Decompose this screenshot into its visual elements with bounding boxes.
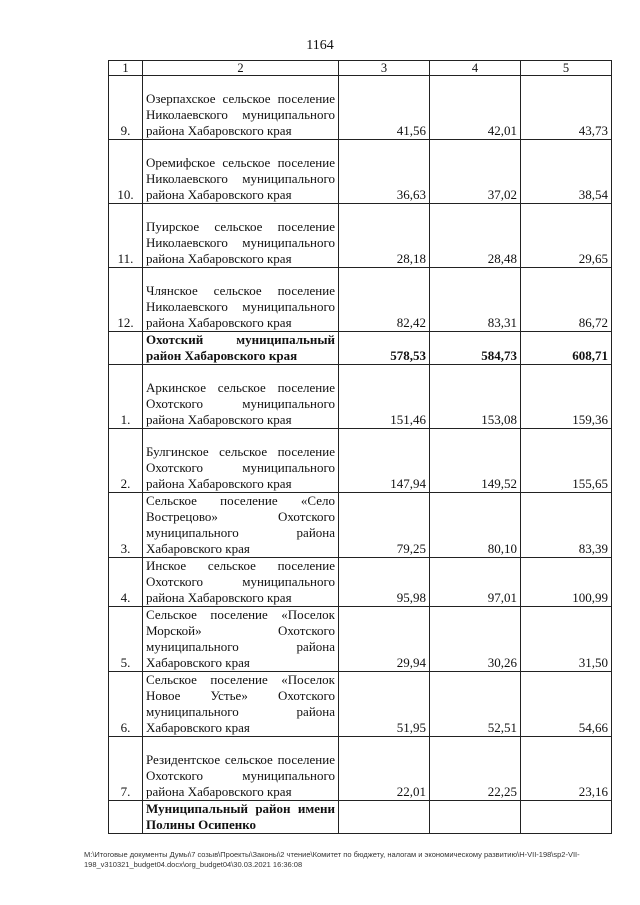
value-col4: 83,31 <box>430 268 521 332</box>
table-row <box>109 558 612 607</box>
value-col5: 159,36 <box>521 365 612 429</box>
table-row-district <box>109 801 612 834</box>
budget-table <box>108 60 612 834</box>
value-col5: 155,65 <box>521 429 612 493</box>
value-col4: 584,73 <box>430 332 521 365</box>
table-row <box>109 737 612 801</box>
value-col4: 149,52 <box>430 429 521 493</box>
value-col3: 151,46 <box>339 365 430 429</box>
value-col4: 97,01 <box>430 558 521 607</box>
table-row <box>109 268 612 332</box>
table-row <box>109 140 612 204</box>
column-header: 2 <box>143 61 339 76</box>
table-row <box>109 429 612 493</box>
settlement-name: Озерпахское сельское поселение Николаевского муниципального района Хабаровского края <box>143 76 339 140</box>
value-col5: 54,66 <box>521 672 612 737</box>
value-col5: 38,54 <box>521 140 612 204</box>
value-col4: 80,10 <box>430 493 521 558</box>
value-col5: 83,39 <box>521 493 612 558</box>
value-col5: 608,71 <box>521 332 612 365</box>
value-col4 <box>430 801 521 834</box>
value-col3 <box>339 801 430 834</box>
row-number: 12. <box>109 268 143 332</box>
settlement-name: Аркинское сельское поселение Охотского муниципального района Хабаровского края <box>143 365 339 429</box>
value-col4: 22,25 <box>430 737 521 801</box>
value-col4: 30,26 <box>430 607 521 672</box>
row-number: 6. <box>109 672 143 737</box>
column-header: 5 <box>521 61 612 76</box>
row-number: 2. <box>109 429 143 493</box>
settlement-name: Сельское поселение «Поселок Морской» Охотского муниципального района Хабаровского края <box>143 607 339 672</box>
value-col5: 100,99 <box>521 558 612 607</box>
row-number: 5. <box>109 607 143 672</box>
settlement-name: Сельское поселение «Село Вострецово» Охотского муниципального района Хабаровского края <box>143 493 339 558</box>
value-col5: 43,73 <box>521 76 612 140</box>
value-col3: 147,94 <box>339 429 430 493</box>
settlement-name: Инское сельское поселение Охотского муниципального района Хабаровского края <box>143 558 339 607</box>
settlement-name: Муниципальный район имени Полины Осипенко <box>143 801 339 834</box>
value-col4: 28,48 <box>430 204 521 268</box>
value-col3: 22,01 <box>339 737 430 801</box>
value-col4: 52,51 <box>430 672 521 737</box>
row-number <box>109 332 143 365</box>
table-row <box>109 493 612 558</box>
value-col3: 51,95 <box>339 672 430 737</box>
document-file-path: M:\Итоговые документы Думы\7 созыв\Проекты\Законы\2 чтение\Комитет по бюджету, налогам и экономическому развитию\Н-VII-198\sp2-VII-198_v310321_budget04.docx\org_budget04\30.03.2021 16:36:08 <box>84 850 580 869</box>
row-number: 11. <box>109 204 143 268</box>
value-col3: 578,53 <box>339 332 430 365</box>
value-col5: 29,65 <box>521 204 612 268</box>
value-col3: 28,18 <box>339 204 430 268</box>
value-col5 <box>521 801 612 834</box>
settlement-name: Оремифское сельское поселение Николаевского муниципального района Хабаровского края <box>143 140 339 204</box>
settlement-name: Булгинское сельское поселение Охотского муниципального района Хабаровского края <box>143 429 339 493</box>
row-number: 7. <box>109 737 143 801</box>
settlement-name: Охотский муниципальный район Хабаровского края <box>143 332 339 365</box>
row-number <box>109 801 143 834</box>
value-col4: 37,02 <box>430 140 521 204</box>
row-number: 3. <box>109 493 143 558</box>
table-row-district <box>109 332 612 365</box>
settlement-name: Члянское сельское поселение Николаевского муниципального района Хабаровского края <box>143 268 339 332</box>
value-col3: 95,98 <box>339 558 430 607</box>
value-col5: 23,16 <box>521 737 612 801</box>
table-row <box>109 607 612 672</box>
row-number: 10. <box>109 140 143 204</box>
table-row <box>109 76 612 140</box>
page-number: 1164 <box>306 38 334 53</box>
value-col3: 36,63 <box>339 140 430 204</box>
value-col3: 41,56 <box>339 76 430 140</box>
column-header: 4 <box>430 61 521 76</box>
value-col3: 82,42 <box>339 268 430 332</box>
value-col5: 86,72 <box>521 268 612 332</box>
value-col4: 42,01 <box>430 76 521 140</box>
value-col5: 31,50 <box>521 607 612 672</box>
table-row <box>109 204 612 268</box>
row-number: 9. <box>109 76 143 140</box>
settlement-name: Сельское поселение «Поселок Новое Устье» Охотского муниципального района Хабаровского края <box>143 672 339 737</box>
settlement-name: Пуирское сельское поселение Николаевского муниципального района Хабаровского края <box>143 204 339 268</box>
table-header-row <box>109 61 612 76</box>
value-col4: 153,08 <box>430 365 521 429</box>
row-number: 1. <box>109 365 143 429</box>
value-col3: 29,94 <box>339 607 430 672</box>
settlement-name: Резидентское сельское поселение Охотского муниципального района Хабаровского края <box>143 737 339 801</box>
column-header: 1 <box>109 61 143 76</box>
table-row <box>109 672 612 737</box>
table-row <box>109 365 612 429</box>
row-number: 4. <box>109 558 143 607</box>
column-header: 3 <box>339 61 430 76</box>
value-col3: 79,25 <box>339 493 430 558</box>
